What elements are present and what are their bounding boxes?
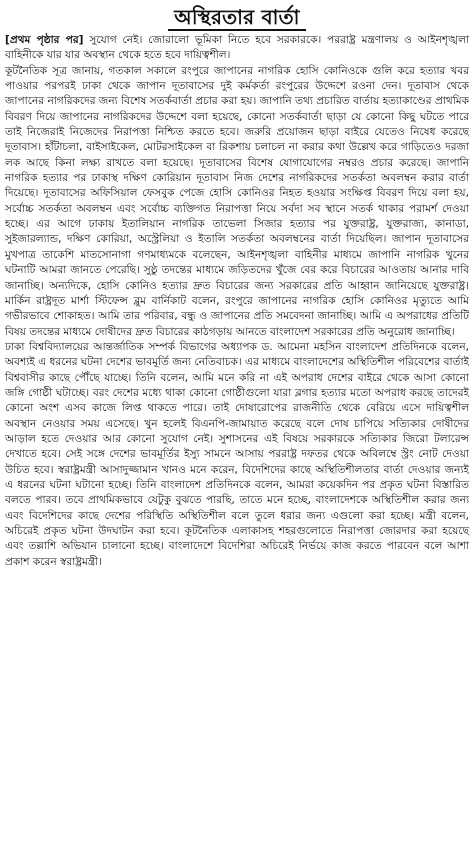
headline-text: অস্থিরতার বার্তা [168, 5, 305, 31]
article-paragraph-3: ঢাকা বিশ্ববিদ্যালয়ের আন্তর্জাতিক সম্পর্ক বিভাগের অধ্যাপক ড. আমেনা মহসিন বাংলাদেশ প্রতিদিনকে বলেন, অবশ্যই এ ধরনের ঘটনা দেশের ভাবমূর্তি জন্য নেতিবাচক। এর মাধ্যমে বাংলাদেশের অস্থিতিশীল পরিবেশের বার্তাই বিশ্ববাসীর কাছে পৌঁছে যাচ্ছে। তিনি বলেন, আমি মনে করি না এই অপরাধ দেশের বাইরে থেকে আসা কোনো জঙ্গি গোষ্ঠী ঘটাচ্ছে। বরং দেশের মধ্যে থাকা কোনো গোষ্ঠীগুলো যারা ব্লগার হত্যার মতো অপরাধ করছে তাদেরই কোনো অংশ এসব কাজে লিপ্ত থাকতে পারে। তাই দোষারোপের রাজনীতি থেকে বেরিয়ে এসে দায়িত্বশীল অবস্থান নেওয়ার সময় এসেছে। খুন হলেই বিএনপি-জামায়াত করেছে বলে দোষ চাপিয়ে সত্যিকার দোষীদের আড়াল হতে দেওয়ার আর কোনো সুযোগ নেই। সুশাসনের এই বিষয়ে সরকারকে সত্যিকার জিরো টলারেন্স দেখাতে হবে। সেই সঙ্গে দেশের ভাবমূর্তির ইস্যু সামনে আসায় পররাষ্ট্র দফতর থেকে অবিলম্বে স্ট্রং নোট দেওয়া উচিত হবে। স্বরাষ্ট্রমন্ত্রী আসাদুজ্জামান খানও মনে করেন, বিদেশিদের কাছে অস্থিতিশীলতার বার্তা দেওয়ার জন্যই এ ধরনের ঘটনা ঘটানো হচ্ছে। তিনি বাংলাদেশ প্রতিদিনকে বলেন, আমরা কয়েকদিন পর প্রকৃত ঘটনা বিস্তারিত বলতে পারব। তবে প্রাথমিকভাবে যেটুকু বুঝতে পারছি, তাতে মনে হচ্ছে, বাংলাদেশকে অস্থিতিশীল করার জন্য এবং বিদেশিদের কাছে দেশের পরিস্থিতি অস্থিতিশীল বলে তুলে ধরার জন্য এগুলো করা হচ্ছে। মন্ত্রী বলেন, অচিরেই প্রকৃত ঘটনা উদঘাটন করা হবে। কূটনৈতিক এলাকাসহ শহরগুলোতে নিরাপত্তা জোরদার করা হয়েছে এবং তল্লাশি অভিযান চালানো হচ্ছে। বাংলাদেশে বিদেশিরা অচিরেই নির্ভয়ে কাজ করতে পারবেন বলে আশা প্রকাশ করেন স্বরাষ্ট্রমন্ত্রী। [5, 340, 469, 568]
continuation-label: [প্রথম পৃষ্ঠার পর] [5, 34, 84, 46]
article-paragraph-2: কূটনৈতিক সূত্র জানায়, গতকাল সকালে রংপুরে জাপানের নাগরিক হোসি কোনিওকে গুলি করে হত্যার খবর পাওয়ার পরপরই ঢাকা থেকে জাপান দূতাবাসের দুই কর্মকর্তা রংপুরের উদ্দেশে রওনা দেন। দূতাবাস থেকে জাপানের নাগরিকদের জন্য বিশেষ সতর্কবার্তা প্রচার করা হয়। জাপানি তথ্য প্রচারিত বার্তায় হত্যাকাণ্ডের প্রাথমিক বিবরণ দিয়ে জাপানের নাগরিকদের উদ্দেশে বলা হয়েছে, কোনো সতর্কবার্তা ছাড়া যে কোনো কিছু ঘটতে পারে তাই নিজেরাই নিজেদের নিরাপত্তা নিশ্চিত করতে হবে। জরুরি প্রয়োজন ছাড়া বাইরে যেতেও নিষেধ করেছে দূতাবাস। হাঁটাচলা, বাইসাইকেল, মোটরসাইকেল বা রিকশায় চলাচল না করার কথা উল্লেখ করে গাড়িতেও দরজা লক আছে কিনা লক্ষ্য রাখতে বলা হয়েছে। দূতাবাসের বিশেষ যোগাযোগের নম্বরও প্রচার করেছে। জাপানি নাগরিক হত্যার পর ঢাকাস্থ দক্ষিণ কোরিয়ান দূতাবাস নিজ দেশের নাগরিকদের সতর্কতা অবলম্বন করার বার্তা দিয়েছে। দূতাবাসের অফিসিয়াল ফেসবুক পেজে হোসি কোনিওর নিহত হওয়ার সংক্ষিপ্ত বিবরণ দিয়ে বলা হয়, সর্বোচ্চ সতর্কতা অবলম্বন এবং সর্বোচ্চ ব্যক্তিগত নিরাপত্তা নিয়ে সর্বদা সব স্থানে সতর্ক থাকার পরামর্শ দেওয়া হচ্ছে। এর আগে ঢাকায় ইতালিয়ান নাগরিক তাভেলা সিজার হত্যার পর যুক্তরাষ্ট্র, যুক্তরাজ্য, কানাডা, সুইজারল্যান্ড, দক্ষিণ কোরিয়া, অস্ট্রেলিয়া ও ইতালি সতর্কতা অবলম্বনের বার্তা দিয়েছিল। জাপান দূতাবাসের মুখপাত্র তাকেশি মাতসোনাগা গণমাধ্যমকে বলেছেন, আইনশৃঙ্খলা বাহিনীর মাধ্যমে জাপানি নাগরিক খুনের ঘটনাটি আমরা জানতে পেরেছি। সুষ্ঠু তদন্তের মাধ্যমে জড়িতদের খুঁজে বের করে বিচারের আওতায় আনার দাবি জানাচ্ছি। অন্যদিকে, হোসি কোনিও হত্যার দ্রুত বিচারের জন্য সরকারের প্রতি আহ্বান জানিয়েছে যুক্তরাষ্ট্র। মার্কিন রাষ্ট্রদূত মার্শা স্টিফেন্স ব্লুম বার্নিকাট বলেন, রংপুরে জাপানের নাগরিক হোসি কোনিওর মৃত্যুতে আমি গভীরভাবে শোকাহত। আমি তার পরিবার, বন্ধু ও জাপানের প্রতি সমবেদনা জানাচ্ছি। আমি এ অপরাধের প্রতিটি বিষয় তদন্তের মাধ্যমে দোষীদের দ্রুত বিচারের কাঠগড়ায় আনতে বাংলাদেশ সরকারের প্রতি অনুরোধ জানাচ্ছি। [5, 64, 469, 338]
paragraph-1-text: সুযোগ নেই। জোরালো ভূমিকা নিতে হবে সরকারকে। পররাষ্ট্র মন্ত্রণালয় ও আইনশৃঙ্খলা বাহিনীকে যার যার অবস্থান থেকে হতে হবে দায়িত্বশীল। [5, 34, 469, 62]
article-headline [5, 3, 469, 31]
article-paragraph-1 [5, 33, 469, 64]
